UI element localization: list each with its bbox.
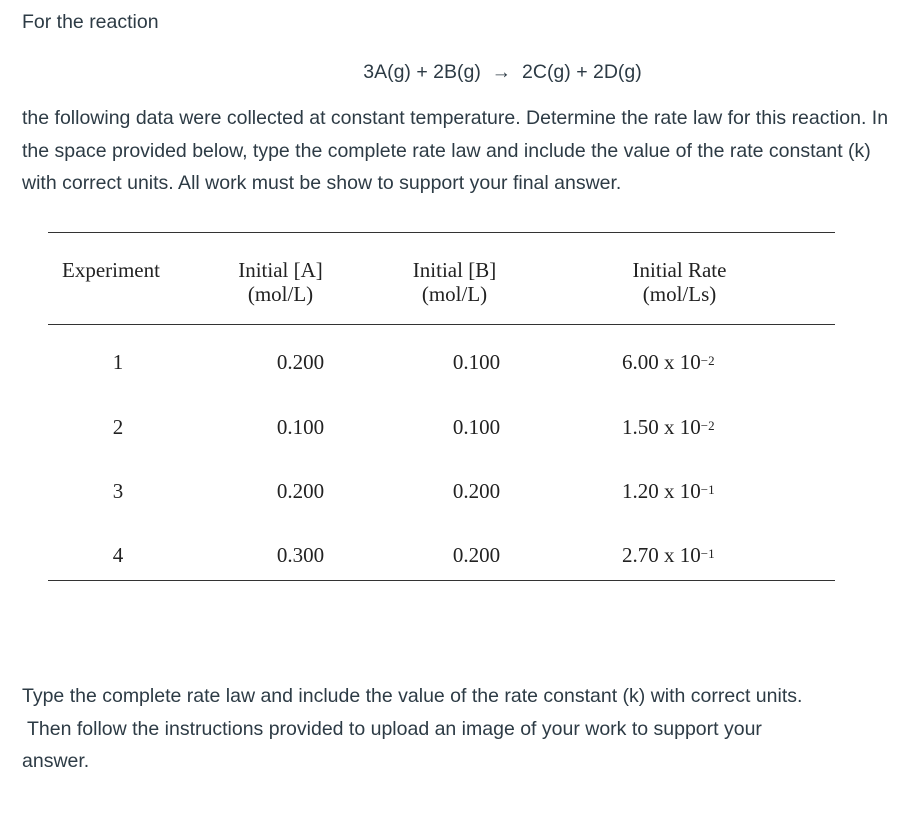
- reaction-arrow-icon: →: [491, 61, 512, 83]
- header-experiment: Experiment: [62, 258, 160, 282]
- table-row-1-a: 0.200: [276, 350, 325, 374]
- table-row-2-b: 0.100: [452, 415, 501, 439]
- table-row-4-a: 0.300: [276, 543, 325, 567]
- table-row-2-experiment: 2: [112, 415, 124, 439]
- table-row-1-b: 0.100: [452, 350, 501, 374]
- instructions-line-2: Then follow the instructions provided to upload an image of your work to support your: [27, 717, 762, 740]
- table-row-3-b: 0.200: [452, 479, 501, 503]
- table-header-rule: [48, 324, 835, 325]
- header-initial-rate: [608, 257, 751, 308]
- header-initial-a-label: Initial [A]: [238, 258, 323, 282]
- question-prompt: the following data were collected at constant temperature. Determine the rate law for this reaction. In the space provided below, type the complete rate law and include the value of the rate constant (k) with correct units. All work must be show to support your final answer.: [22, 107, 889, 194]
- table-row-3-rate: [622, 478, 715, 505]
- table-row-2-rate: [622, 414, 715, 441]
- instructions-line-1: Type the complete rate law and include the value of the rate constant (k) with correct units.: [22, 685, 803, 707]
- header-initial-a: [223, 257, 338, 308]
- table-row-2-rate-exponent: −2: [700, 418, 715, 433]
- instructions-text: [22, 680, 902, 778]
- table-row-4-rate-mantissa: 2.70 x 10: [622, 543, 701, 567]
- header-initial-b-units: (mol/L): [421, 282, 488, 306]
- table-top-rule: [48, 232, 835, 233]
- table-row-3-rate-mantissa: 1.20 x 10: [622, 479, 701, 503]
- header-initial-rate-label: Initial Rate: [632, 258, 727, 282]
- table-row-3-a: 0.200: [276, 479, 325, 503]
- table-row-1-rate: [622, 349, 715, 376]
- table-row-1-rate-exponent: −2: [700, 353, 715, 368]
- table-row-1-rate-mantissa: 6.00 x 10: [622, 350, 701, 374]
- rate-data-table: [48, 232, 835, 583]
- equation-reactants: 3A(g) + 2B(g): [363, 61, 481, 83]
- header-initial-rate-units: (mol/Ls): [642, 282, 717, 306]
- table-row-2-rate-mantissa: 1.50 x 10: [622, 415, 701, 439]
- table-row-4-experiment: 4: [112, 543, 124, 567]
- intro-text: For the reaction: [22, 11, 159, 33]
- equation-products: 2C(g) + 2D(g): [522, 61, 642, 83]
- header-initial-b-label: Initial [B]: [412, 258, 497, 282]
- reaction-equation: [0, 60, 919, 84]
- header-initial-a-units: (mol/L): [247, 282, 314, 306]
- table-row-4-b: 0.200: [452, 543, 501, 567]
- table-row-4-rate: [622, 542, 715, 569]
- table-bottom-rule: [48, 580, 835, 581]
- table-row-3-rate-exponent: −1: [700, 482, 715, 497]
- header-initial-b: [397, 257, 512, 308]
- table-row-1-experiment: 1: [112, 350, 124, 374]
- instructions-line-3: answer.: [22, 750, 90, 772]
- table-row-4-rate-exponent: −1: [700, 546, 715, 561]
- table-row-3-experiment: 3: [112, 479, 124, 503]
- table-row-2-a: 0.100: [276, 415, 325, 439]
